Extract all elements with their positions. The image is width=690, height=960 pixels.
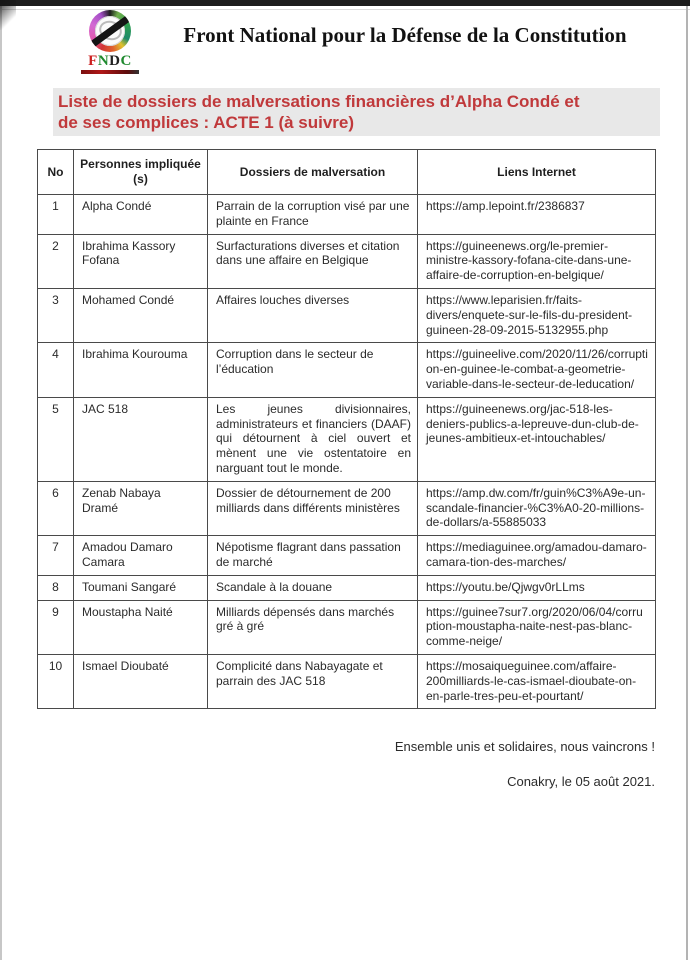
cell-no: 8	[38, 575, 74, 600]
cell-link: https://guinee7sur7.org/2020/06/04/corruption-moustapha-naite-nest-pas-blanc-comme-neige/	[418, 600, 656, 654]
cell-link: https://youtu.be/Qjwgv0rLLms	[418, 575, 656, 600]
table-row	[38, 654, 656, 708]
cell-dossier: Affaires louches diverses	[208, 288, 418, 342]
cell-no: 10	[38, 654, 74, 708]
document-title-line-2: de ses complices : ACTE 1 (à suivre)	[58, 113, 355, 132]
cell-dossier: Népotisme flagrant dans passation de marché	[208, 536, 418, 576]
cell-no: 5	[38, 397, 74, 481]
document-title	[53, 88, 660, 136]
cell-link: https://amp.lepoint.fr/2386837	[418, 195, 656, 235]
fndc-logo	[76, 10, 144, 74]
table-row	[38, 481, 656, 535]
cell-no: 7	[38, 536, 74, 576]
cell-dossier: Corruption dans le secteur de l’éducation	[208, 343, 418, 397]
table-row	[38, 343, 656, 397]
cell-link: https://guineenews.org/le-premier-ministre-kassory-fofana-cite-dans-une-affaire-de-corruption-en-belgique/	[418, 234, 656, 288]
cell-no: 3	[38, 288, 74, 342]
cell-dossier: Scandale à la douane	[208, 575, 418, 600]
table-row	[38, 288, 656, 342]
cell-no: 1	[38, 195, 74, 235]
page-left-border	[0, 6, 2, 960]
logo-letter: C	[120, 53, 132, 69]
cell-link: https://amp.dw.com/fr/guin%C3%A9e-un-scandale-financier-%C3%A0-20-millions-de-dollars/a-55885033	[418, 481, 656, 535]
document-title-line-1: Liste de dossiers de malversations financières d’Alpha Condé et	[58, 92, 580, 111]
cell-link: https://www.leparisien.fr/faits-divers/enquete-sur-le-fils-du-president-guineen-28-09-2015-5132955.php	[418, 288, 656, 342]
table-row	[38, 600, 656, 654]
table-head-row	[38, 150, 656, 195]
photo-corner-shadow	[0, 0, 16, 30]
cell-dossier: Parrain de la corruption visé par une plainte en France	[208, 195, 418, 235]
cell-link: https://mediaguinee.org/amadou-damaro-camara-tion-des-marches/	[418, 536, 656, 576]
cell-no: 9	[38, 600, 74, 654]
cell-dossier: Les jeunes divisionnaires, administrateurs et financiers (DAAF) qui détournent à ciel ouvert et mènent une vie ostentatoire en narguant tout le monde.	[208, 397, 418, 481]
table-row	[38, 234, 656, 288]
page-top-border	[0, 9, 690, 10]
cell-person: Alpha Condé	[74, 195, 208, 235]
document-footer	[0, 739, 655, 789]
cell-no: 6	[38, 481, 74, 535]
cell-person: Ibrahima Kassory Fofana	[74, 234, 208, 288]
table-row	[38, 195, 656, 235]
column-header-2: Personnes impliquée (s)	[74, 150, 208, 195]
cell-person: Zenab Nabaya Dramé	[74, 481, 208, 535]
cell-dossier: Complicité dans Nabayagate et parrain des JAC 518	[208, 654, 418, 708]
cell-no: 2	[38, 234, 74, 288]
column-header-1: No	[38, 150, 74, 195]
cell-person: Moustapha Naité	[74, 600, 208, 654]
malversations-table	[37, 149, 656, 709]
logo-letter: D	[109, 53, 121, 69]
photo-top-edge	[0, 0, 690, 6]
logo-banner-strip	[81, 70, 139, 74]
cell-link: https://mosaiqueguinee.com/affaire-200milliards-le-cas-ismael-dioubate-on-en-parle-tres-peu-et-pourtant/	[418, 654, 656, 708]
cell-person: Mohamed Condé	[74, 288, 208, 342]
footer-slogan: Ensemble unis et solidaires, nous vaincrons !	[394, 739, 655, 755]
document-header	[0, 0, 690, 74]
cell-dossier: Milliards dépensés dans marchés gré à gré	[208, 600, 418, 654]
logo-letter: F	[88, 53, 98, 69]
table-body	[38, 195, 656, 709]
logo-wordmark	[76, 54, 144, 69]
page-right-border	[686, 6, 688, 960]
table-row	[38, 536, 656, 576]
cell-person: Toumani Sangaré	[74, 575, 208, 600]
cell-person: JAC 518	[74, 397, 208, 481]
table-row	[38, 575, 656, 600]
footer-dateline: Conakry, le 05 août 2021.	[507, 774, 655, 790]
cell-no: 4	[38, 343, 74, 397]
cell-person: Ibrahima Kourouma	[74, 343, 208, 397]
table-row	[38, 397, 656, 481]
column-header-4: Liens Internet	[418, 150, 656, 195]
cell-dossier: Surfacturations diverses et citation dans une affaire en Belgique	[208, 234, 418, 288]
organization-name: Front National pour la Défense de la Constitution	[183, 23, 627, 47]
column-header-3: Dossiers de malversation	[208, 150, 418, 195]
cell-person: Ismael Dioubaté	[74, 654, 208, 708]
fndc-logo-icon	[89, 10, 131, 52]
cell-person: Amadou Damaro Camara	[74, 536, 208, 576]
cell-link: https://guineelive.com/2020/11/26/corruption-en-guinee-le-combat-a-geometrie-variable-dans-le-secteur-de-leducation/	[418, 343, 656, 397]
cell-link: https://guineenews.org/jac-518-les-deniers-publics-a-lepreuve-dun-club-de-jeunes-ambitieux-et-intouchables/	[418, 397, 656, 481]
cell-dossier: Dossier de détournement de 200 milliards dans différents ministères	[208, 481, 418, 535]
logo-letter: N	[97, 53, 110, 69]
